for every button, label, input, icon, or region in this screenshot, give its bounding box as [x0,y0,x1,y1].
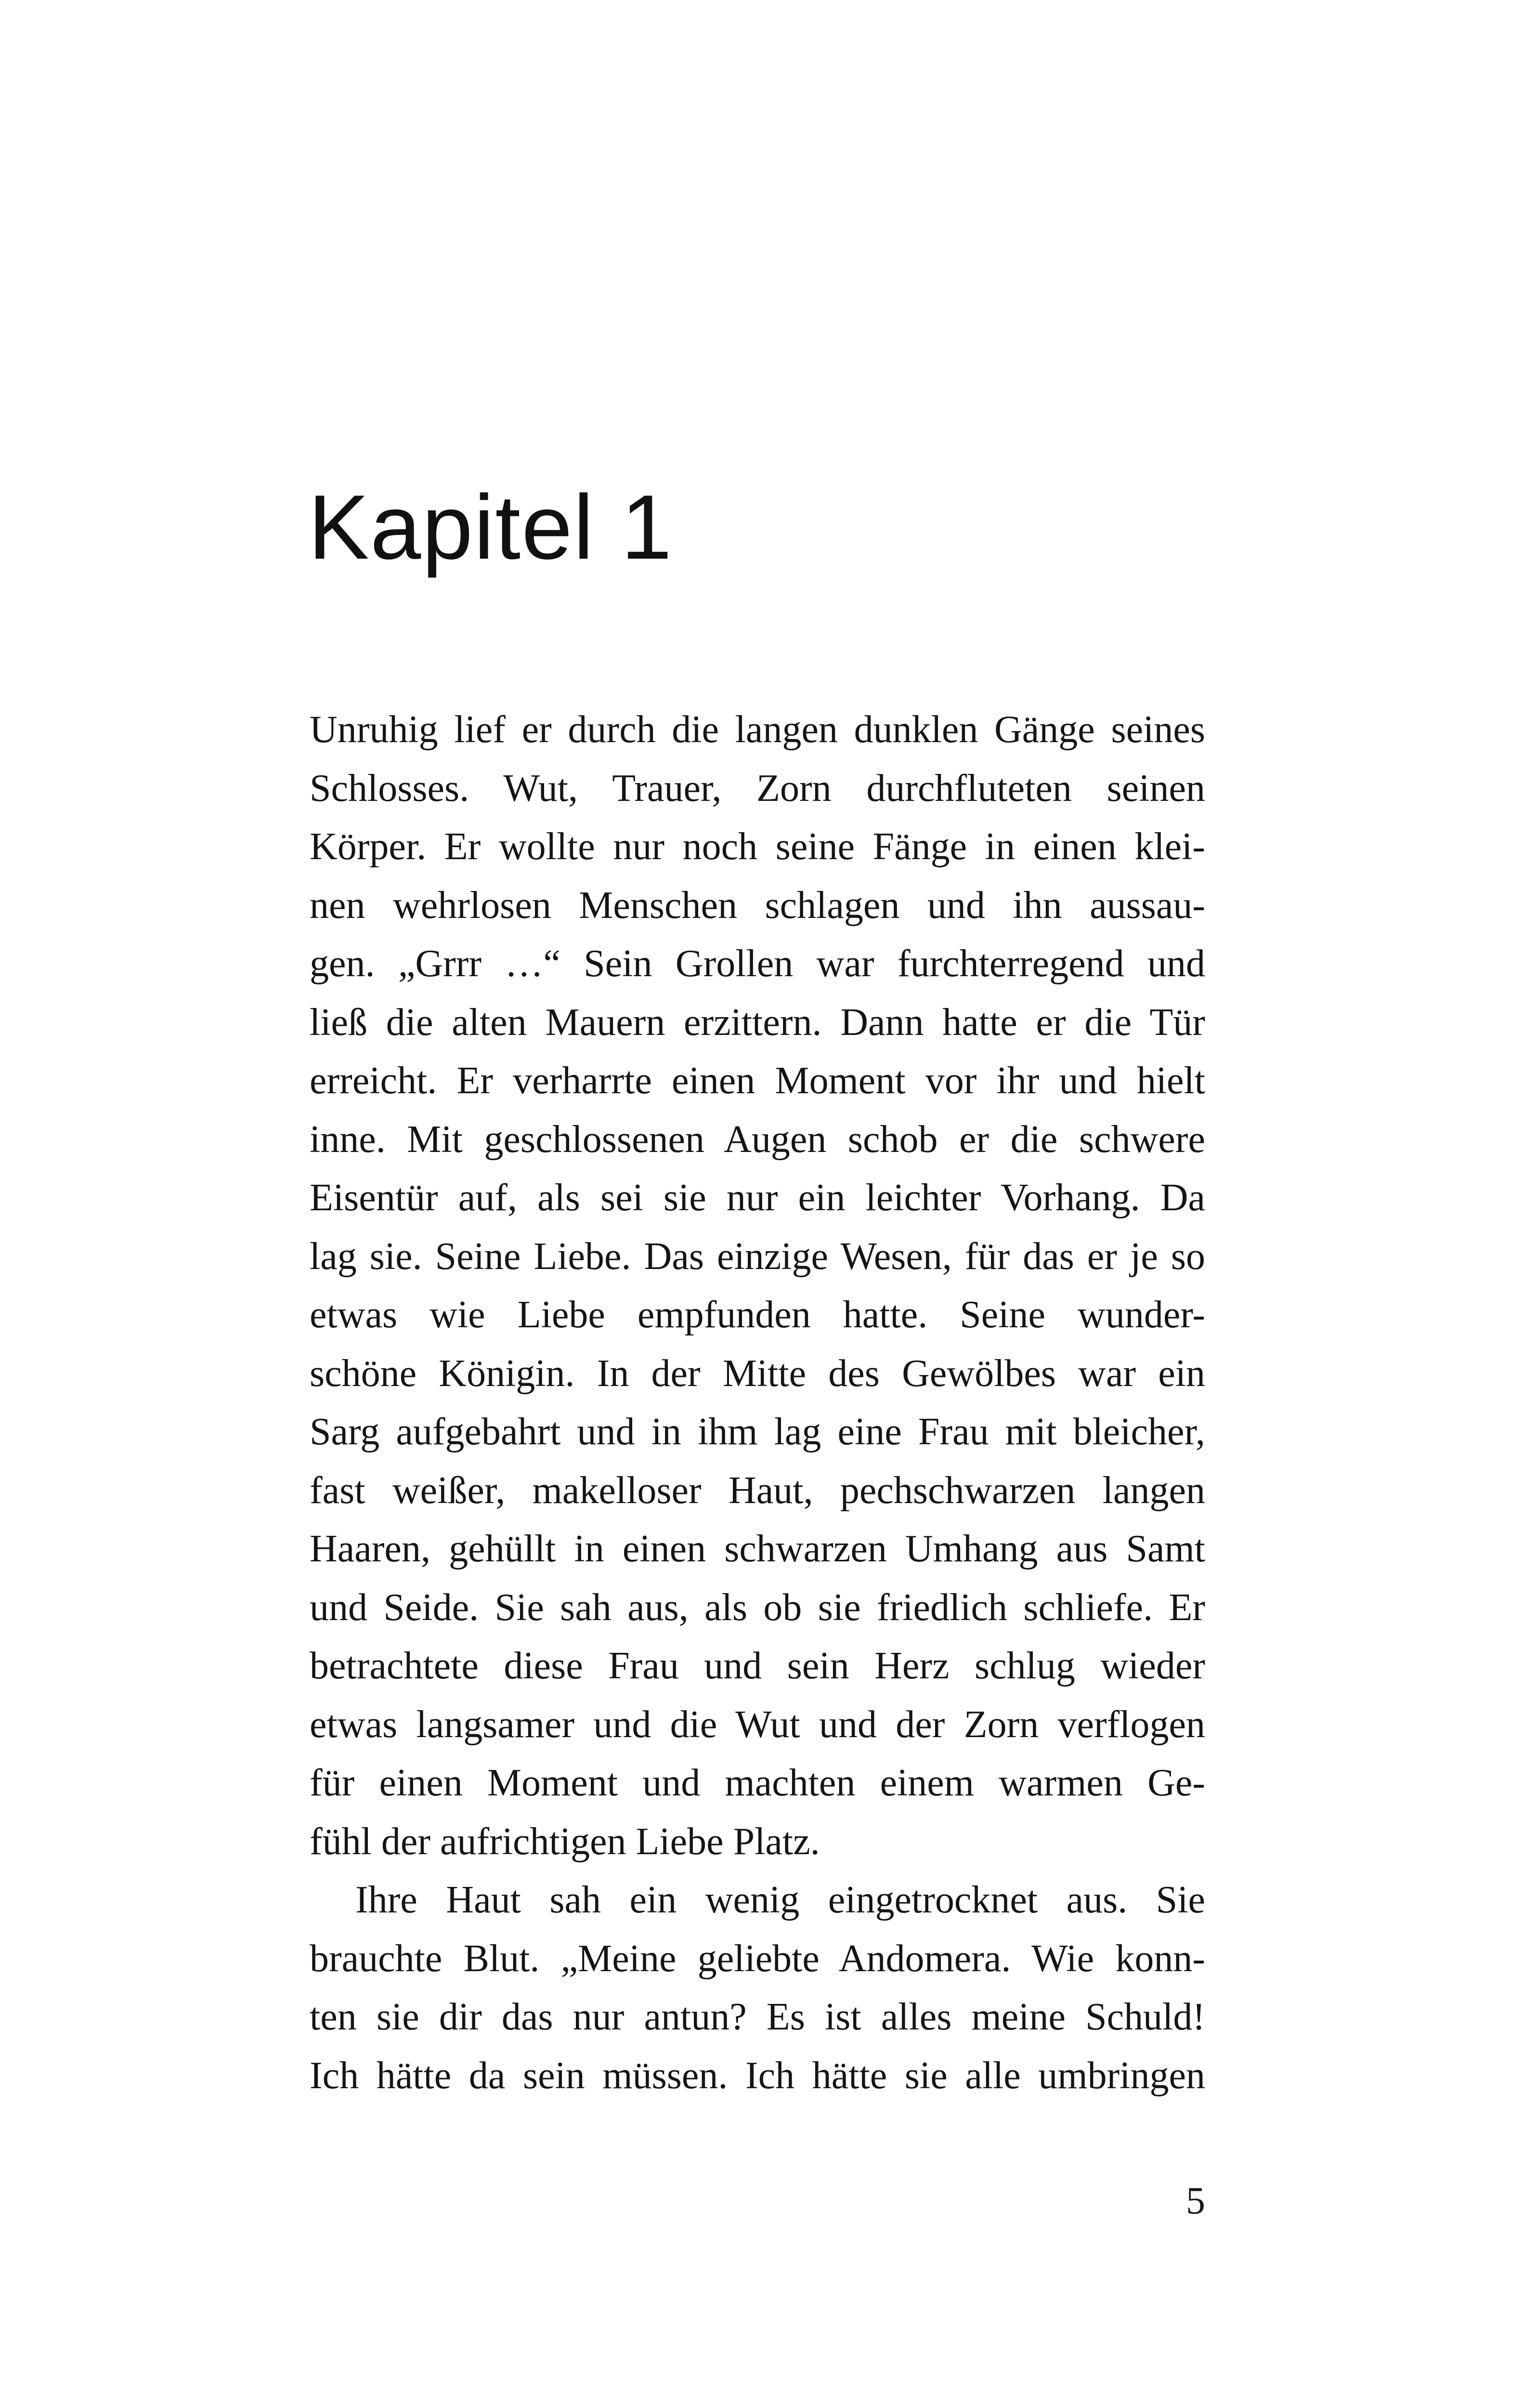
text-line: nen wehrlosen Menschen schlagen und ihn aussau- [310,884,1205,927]
text-line: inne. Mit geschlossenen Augen schob er die schwere [310,1118,1205,1161]
text-line: fast weißer, makelloser Haut, pechschwarzen langen [310,1469,1205,1512]
text-line: lag sie. Seine Liebe. Das einzige Wesen, für das er je so [310,1235,1205,1278]
paragraph-1 [310,701,1205,1871]
text-line: betrachtete diese Frau und sein Herz schlug wieder [310,1645,1205,1687]
text-line: Sarg aufgebahrt und in ihm lag eine Frau mit bleicher, [310,1411,1205,1453]
text-line: etwas langsamer und die Wut und der Zorn verflogen [310,1703,1205,1746]
text-line: Haaren, gehüllt in einen schwarzen Umhang aus Samt [310,1528,1205,1570]
text-line: für einen Moment und machten einem warmen Ge- [310,1762,1205,1804]
text-line: etwas wie Liebe empfunden hatte. Seine wunder- [310,1294,1205,1336]
text-line: Ich hätte da sein müssen. Ich hätte sie alle umbringen [310,2054,1205,2097]
text-line: Ihre Haut sah ein wenig eingetrocknet aus. Sie [355,1879,1205,1921]
body-text [310,701,1205,2105]
text-line: Eisentür auf, als sei sie nur ein leichter Vorhang. Da [310,1177,1205,1219]
text-line: erreicht. Er verharrte einen Moment vor ihr und hielt [310,1060,1205,1102]
paragraph-2 [310,1871,1205,2105]
text-line: Schlosses. Wut, Trauer, Zorn durchfluteten seinen [310,767,1205,810]
text-line: Unruhig lief er durch die langen dunklen Gänge seines [310,708,1205,751]
text-line: gen. „Grrr …“ Sein Grollen war furchterregend und [310,942,1205,985]
text-line: brauchte Blut. „Meine geliebte Andomera. Wie konn- [310,1937,1205,1980]
text-line: schöne Königin. In der Mitte des Gewölbes war ein [310,1352,1205,1395]
page-number: 5 [1186,2180,1205,2222]
text-line: ten sie dir das nur antun? Es ist alles meine Schuld! [310,1996,1205,2038]
text-line: ließ die alten Mauern erzittern. Dann hatte er die Tür [310,1001,1205,1044]
text-line: Körper. Er wollte nur noch seine Fänge in einen klei- [310,825,1205,868]
text-line: fühl der aufrichtigen Liebe Platz. [310,1820,820,1863]
chapter-title: Kapitel 1 [308,476,673,578]
text-line: und Seide. Sie sah aus, als ob sie friedlich schliefe. Er [310,1586,1205,1629]
